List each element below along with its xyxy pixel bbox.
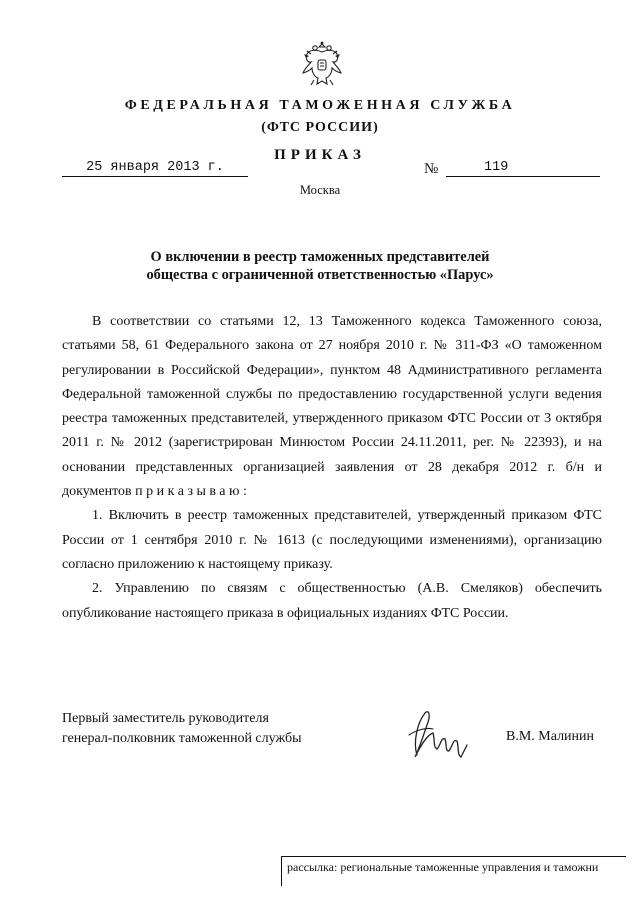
- order-item-2: 2. Управлению по связям с общественностью (А.В. Смеляков) обеспечить опубликование настоящего приказа в официальных изданиях ФТС России.: [62, 581, 602, 621]
- signatory-position-line-1: Первый заместитель руководителя: [62, 711, 269, 726]
- order-title-line-2: общества с ограниченной ответственностью «Парус»: [146, 267, 494, 283]
- order-body: [62, 310, 602, 626]
- signatory-position-line-2: генерал-полковник таможенной службы: [62, 731, 302, 746]
- double-headed-eagle-emblem-icon: [299, 40, 345, 92]
- order-title-line-1: О включении в реестр таможенных представителей: [150, 249, 490, 265]
- preamble-paragraph: [62, 310, 602, 504]
- order-date: 25 января 2013 г.: [62, 160, 248, 177]
- handwritten-signature-icon: [403, 705, 473, 765]
- document-type: ПРИКАЗ: [274, 147, 366, 163]
- order-number-label: №: [424, 161, 439, 177]
- order-city: Москва: [299, 183, 341, 197]
- signatory-position: [62, 709, 301, 749]
- order-number: 119: [446, 160, 600, 177]
- signatory-name: В.М. Малинин: [506, 729, 595, 744]
- order-word: приказываю:: [135, 484, 251, 500]
- order-item-1: 1. Включить в реестр таможенных представителей, утвержденный приказом ФТС России от 1 сентября 2010 г. № 1613 (с последующими изменениями), организацию согласно приложению к настоящему приказу.: [62, 508, 602, 572]
- organization-name: ФЕДЕРАЛЬНАЯ ТАМОЖЕННАЯ СЛУЖБА: [124, 98, 516, 113]
- organization-short-name: (ФТС РОССИИ): [261, 120, 379, 135]
- mailing-list: рассылка: региональные таможенные управления и таможни: [281, 856, 626, 886]
- order-title: [60, 248, 580, 284]
- preamble-text: В соответствии со статьями 12, 13 Таможенного кодекса Таможенного союза, статьями 58, 61 Федерального закона от 27 ноября 2010 г. № 311-ФЗ «О таможенном регулировании в Российской Федерации», пунктом 48 Административного регламента Федеральной таможенной службы по предоставлению государственной услуги ведения реестра таможенных представителей, утвержденного приказом ФТС России от 3 октября 2011 г. № 2012 (зарегистрирован Минюстом России 24.11.2011, рег. № 22393), и на основании представленных организацией заявления от 28 декабря 2012 г. б/н и документов: [62, 314, 602, 500]
